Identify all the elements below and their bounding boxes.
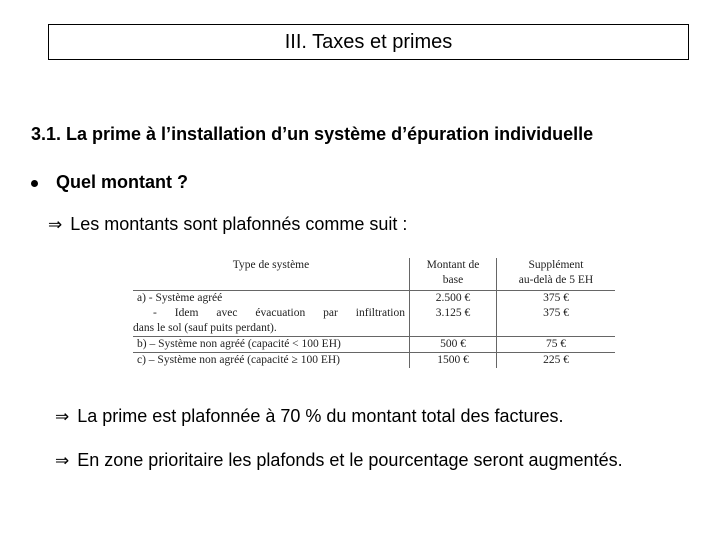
bullet-dot-icon xyxy=(31,180,38,187)
note-text-2: En zone prioritaire les plafonds et le pourcentage seront augmentés. xyxy=(77,450,623,470)
row-a-supplement: 375 € xyxy=(497,291,616,307)
bullet-text: Quel montant ? xyxy=(56,172,188,192)
row-b-base: 500 € xyxy=(410,337,497,353)
row-a-type: a) - Système agréé xyxy=(137,292,223,304)
row-a2-type-line1: - Idem avec évacuation par infiltration xyxy=(153,307,405,319)
row-a2-supplement: 375 € xyxy=(497,306,616,337)
header-supplement-line1: Supplément xyxy=(528,259,584,271)
table-row xyxy=(133,353,615,369)
intro-line xyxy=(48,214,407,235)
section-heading: 3.1. La prime à l’installation d’un système d’épuration individuelle xyxy=(31,124,594,144)
note-line-1 xyxy=(55,406,564,427)
intro-text: Les montants sont plafonnés comme suit : xyxy=(70,214,408,234)
rates-table xyxy=(133,258,615,368)
row-a-base: 2.500 € xyxy=(410,291,497,307)
note-text-1: La prime est plafonnée à 70 % du montant total des factures. xyxy=(77,406,564,426)
table-row xyxy=(133,337,615,353)
header-type: Type de système xyxy=(133,258,410,291)
row-c-base: 1500 € xyxy=(410,353,497,369)
row-c-supplement: 225 € xyxy=(497,353,616,369)
slide-title-box xyxy=(48,24,689,60)
row-b-supplement: 75 € xyxy=(497,337,616,353)
header-supplement-line2: au-delà de 5 EH xyxy=(518,274,594,286)
implies-arrow-icon: ⇒ xyxy=(55,407,70,427)
implies-arrow-icon: ⇒ xyxy=(48,215,63,235)
header-base-line2: base xyxy=(442,274,464,286)
header-base xyxy=(410,258,497,291)
row-a2-type-line2: dans le sol (sauf puits perdant). xyxy=(133,322,277,334)
header-base-line1: Montant de xyxy=(426,259,480,271)
header-supplement xyxy=(497,258,616,291)
row-b-type: b) – Système non agréé (capacité < 100 EH) xyxy=(133,337,410,353)
row-a2-base: 3.125 € xyxy=(410,306,497,337)
table-header-row xyxy=(133,258,615,291)
implies-arrow-icon: ⇒ xyxy=(55,451,70,471)
bullet-question xyxy=(31,172,188,193)
table-row xyxy=(133,306,615,337)
row-a2-type xyxy=(133,306,410,337)
table-row xyxy=(133,291,615,307)
note-line-2 xyxy=(55,450,623,471)
row-c-type: c) – Système non agréé (capacité ≥ 100 EH) xyxy=(133,353,410,369)
slide-title: III. Taxes et primes xyxy=(284,30,453,53)
